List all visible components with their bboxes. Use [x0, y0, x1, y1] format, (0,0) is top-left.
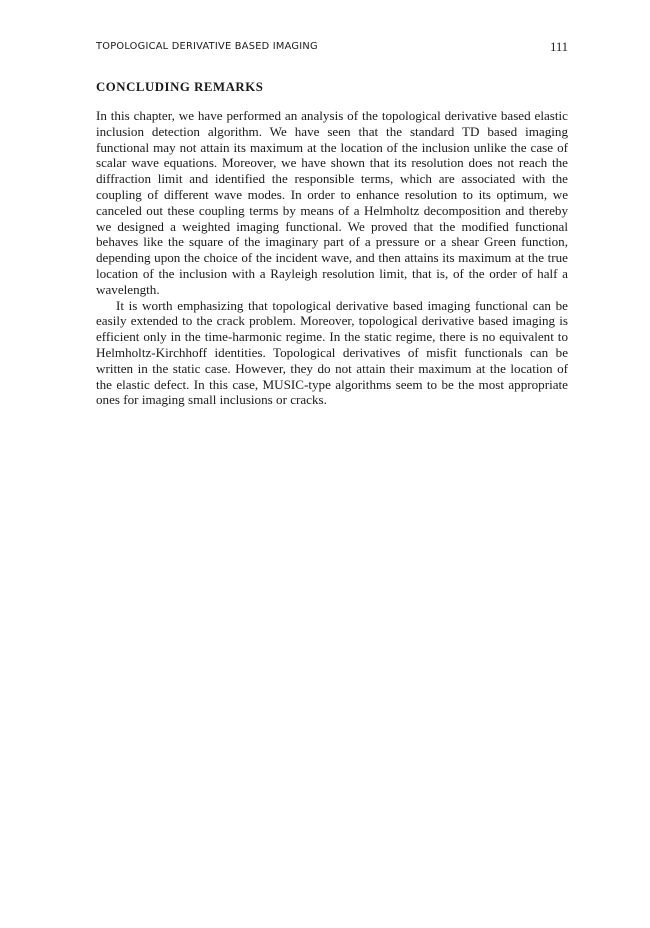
paragraph-2: It is worth emphasizing that topological derivative based imaging functional can be easily extended to the crack problem. Moreover, topological derivative based imaging is efficient only in the time-harmonic regime. In the static regime, there is no equivalent to Helmholtz-Kirchhoff identities. Topological derivatives of misfit functionals can be written in the static case. However, they do not attain their maximum at the location of the elastic defect. In this case, MUSIC-type algorithms seem to be the most appropriate ones for imaging small inclusions or cracks. — [96, 297, 568, 408]
paragraph-1: In this chapter, we have performed an analysis of the topological derivative based elastic inclusion detection algorithm. We have seen that the standard TD based imaging functional may not attain its maximum at the location of the inclusion unlike the case of scalar wave equations. Moreover, we have shown that its resolution does not reach the diffraction limit and identified the responsible terms, which are associated with the coupling of different wave modes. In order to enhance resolution to its optimum, we canceled out these coupling terms by means of a Helmholtz decomposition and thereby we designed a weighted imaging functional. We proved that the modified functional behaves like the square of the imaginary part of a pressure or a shear Green function, depending upon the choice of the incident wave, and then attains its maximum at the true location of the inclusion with a Rayleigh resolution limit, that is, of the order of half a wavelength. — [96, 108, 568, 297]
section-body — [96, 108, 568, 408]
running-head — [96, 40, 568, 54]
section-heading: CONCLUDING REMARKS — [96, 80, 264, 94]
running-head-title: TOPOLOGICAL DERIVATIVE BASED IMAGING — [96, 41, 318, 52]
page-number: 111 — [550, 40, 568, 54]
